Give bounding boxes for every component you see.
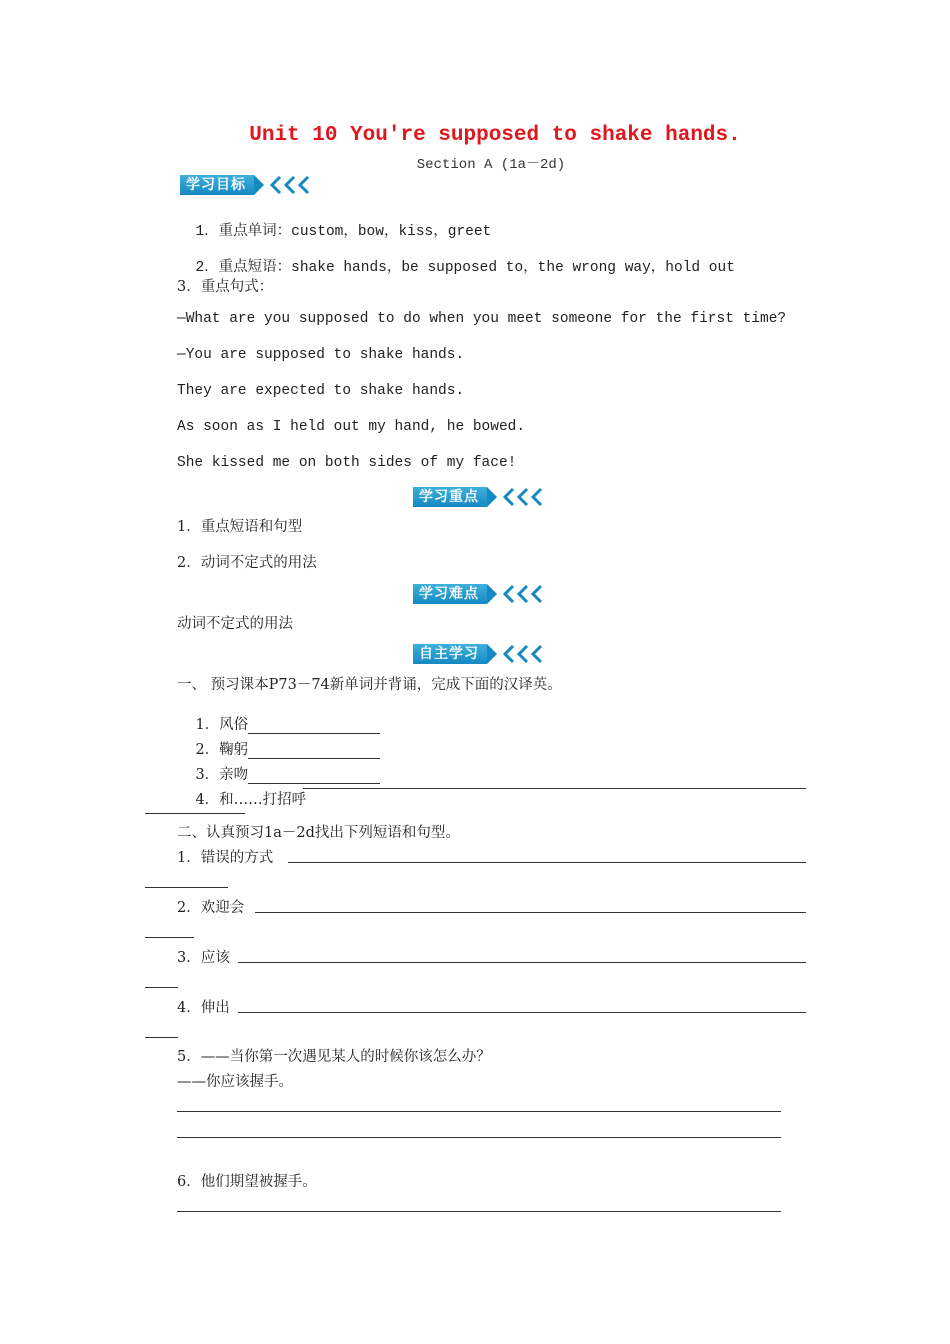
answer-blank[interactable] — [288, 861, 806, 863]
answer-blank[interactable] — [238, 961, 806, 963]
part2-instruction: 二、认真预习1a－2d找出下列短语和句型。 — [177, 825, 460, 841]
part1-instruction: 一、 预习课本P73－74新单词并背诵，完成下面的汉译英。 — [177, 677, 562, 693]
answer-blank[interactable] — [255, 911, 806, 913]
sentence-2: —You are supposed to shake hands. — [177, 347, 465, 363]
self-study-banner-label: 自主学习 — [413, 644, 487, 664]
answer-blank-continued[interactable] — [145, 812, 245, 814]
vocab-item-3: 3．亲吻 — [177, 747, 380, 800]
chevrons-left-icon — [266, 174, 318, 196]
key-points-banner-label: 学习重点 — [413, 487, 487, 507]
answer-blank-continued[interactable] — [145, 936, 194, 938]
answer-line[interactable] — [177, 1136, 781, 1138]
chevrons-left-icon — [499, 486, 551, 508]
section-subtitle: Section A (1a－2d) — [416, 157, 566, 173]
answer-blank[interactable] — [303, 787, 806, 789]
difficulty-text: 动词不定式的用法 — [177, 616, 293, 632]
goal-sentences-label: 3．重点句式： — [177, 279, 274, 295]
phrase-item-3: 3．应该 — [177, 950, 230, 966]
key-point-2: 2．动词不定式的用法 — [177, 555, 317, 571]
phrase-item-4: 4．伸出 — [177, 1000, 230, 1016]
phrase-item-1: 1．错误的方式 — [177, 850, 274, 866]
self-study-banner — [413, 643, 551, 665]
answer-blank-continued[interactable] — [145, 886, 228, 888]
answer-blank-continued[interactable] — [145, 1036, 178, 1038]
answer-line[interactable] — [177, 1210, 781, 1212]
answer-blank[interactable] — [238, 1011, 806, 1013]
phrase-item-2: 2．欢迎会 — [177, 900, 245, 916]
chevrons-left-icon — [499, 583, 551, 605]
chevrons-left-icon — [499, 643, 551, 665]
question-5-line2: ——你应该握手。 — [177, 1074, 293, 1090]
vocab-item-4: 4．和……打招呼 — [195, 792, 307, 808]
goal-phrases: 2．重点短语：shake hands，be supposed to，the wrong way，hold out — [195, 260, 735, 276]
sentence-5: She kissed me on both sides of my face! — [177, 455, 517, 471]
difficulties-banner-label: 学习难点 — [413, 584, 487, 604]
question-6: 6．他们期望被握手。 — [177, 1174, 317, 1190]
answer-line[interactable] — [177, 1110, 781, 1112]
question-5-line1: 5．——当你第一次遇见某人的时候你该怎么办？ — [177, 1049, 491, 1065]
goal-words: 1．重点单词：custom，bow，kiss，greet — [195, 224, 492, 240]
key-point-1: 1．重点短语和句型 — [177, 519, 303, 535]
sentence-4: As soon as I held out my hand, he bowed. — [177, 419, 526, 435]
goals-banner — [180, 174, 318, 196]
vocab-item-1: 1．风俗 — [177, 697, 380, 750]
goals-banner-label: 学习目标 — [180, 175, 254, 195]
key-points-banner — [413, 486, 551, 508]
sentence-1: —What are you supposed to do when you meet someone for the first time? — [177, 311, 787, 327]
vocab-item-2: 2．鞠躬 — [177, 722, 380, 775]
unit-title: Unit 10 You're supposed to shake hands. — [249, 124, 741, 147]
sentence-3: They are expected to shake hands. — [177, 383, 465, 399]
difficulties-banner — [413, 583, 551, 605]
answer-blank-continued[interactable] — [145, 986, 178, 988]
